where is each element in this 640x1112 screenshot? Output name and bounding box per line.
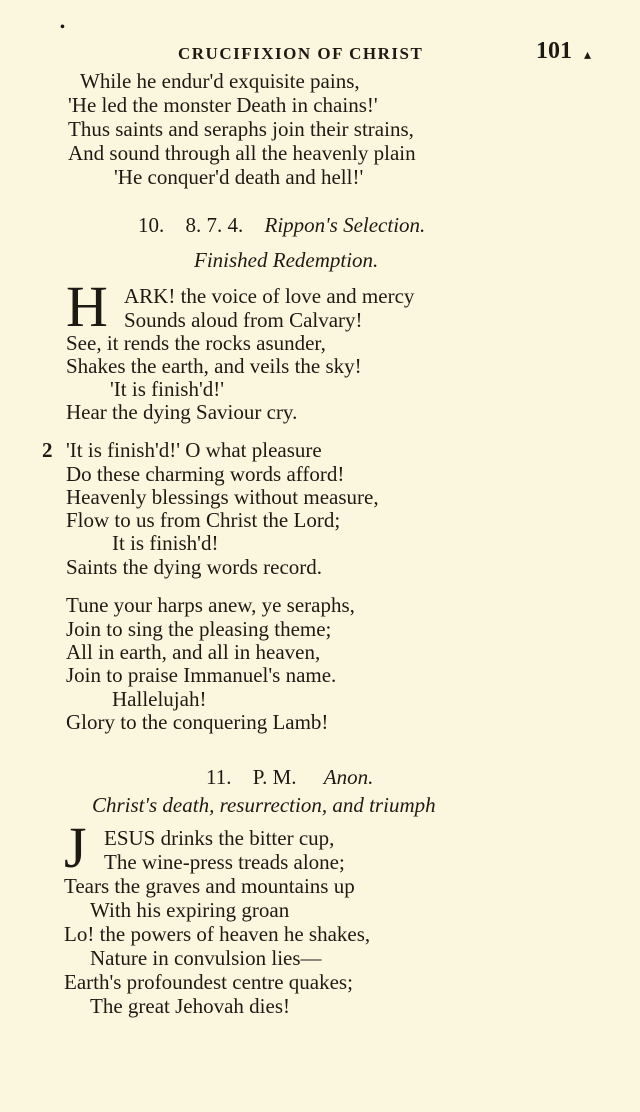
verse-line: 'He led the monster Death in chains!' <box>68 93 378 117</box>
verse-line: Join to praise Immanuel's name. <box>66 663 337 687</box>
verse-line: Tears the graves and mountains up <box>64 874 355 898</box>
verse-line: ESUS drinks the bitter cup, <box>104 826 335 850</box>
drop-cap: H <box>66 274 108 339</box>
verse-line: While he endur'd exquisite pains, <box>80 69 360 93</box>
hymn-number: 10. <box>138 213 165 237</box>
verse-line: It is finish'd! <box>112 531 219 555</box>
hymn-meter: P. M. <box>252 765 297 789</box>
drop-cap: J <box>64 815 87 880</box>
verse-line: ARK! the voice of love and mercy <box>124 284 415 308</box>
verse-line: Shakes the earth, and veils the sky! <box>66 354 362 378</box>
verse-line: Nature in convulsion lies— <box>90 946 322 970</box>
verse-line: Flow to us from Christ the Lord; <box>66 508 341 532</box>
hymn-source: Rippon's Selection. <box>264 213 426 237</box>
verse-line: With his expiring groan <box>90 898 290 922</box>
hymn-heading <box>138 213 425 238</box>
verse-line: Thus saints and seraphs join their strains, <box>68 117 414 141</box>
verse-line: Hear the dying Saviour cry. <box>66 400 298 424</box>
verse-line: The great Jehovah dies! <box>90 994 291 1018</box>
verse-line: Tune your harps anew, ye seraphs, <box>66 593 355 617</box>
verse-line: Sounds aloud from Calvary! <box>124 308 363 332</box>
verse-line: Lo! the powers of heaven he shakes, <box>64 922 371 946</box>
hymn-title: Finished Redemption. <box>194 248 379 272</box>
hymn-title: Christ's death, resurrection, and triumph <box>92 793 436 817</box>
verse-line: 'It is finish'd!' O what pleasure <box>66 438 322 462</box>
hymn-source: Anon. <box>323 765 374 789</box>
verse-line: See, it rends the rocks asunder, <box>66 331 326 355</box>
running-title: CRUCIFIXION OF CHRIST <box>178 44 424 63</box>
hymn-heading <box>206 765 373 790</box>
verse-line: Heavenly blessings without measure, <box>66 485 379 509</box>
verse-line: 'It is finish'd!' <box>110 377 225 401</box>
hymn-number: 11. <box>206 765 232 789</box>
verse-line: 'He conquer'd death and hell!' <box>114 165 364 189</box>
verse-line: Earth's profoundest centre quakes; <box>64 970 353 994</box>
verse-line: Do these charming words afford! <box>66 462 345 486</box>
corner-mark: ▴ <box>584 48 592 63</box>
verse-line: And sound through all the heavenly plain <box>68 141 416 165</box>
verse-line: Glory to the conquering Lamb! <box>66 710 329 734</box>
hymn-meter: 8. 7. 4. <box>185 213 244 237</box>
verse-line: All in earth, and all in heaven, <box>66 640 321 664</box>
stanza-number: 2 <box>42 438 53 462</box>
verse-line: Join to sing the pleasing theme; <box>66 617 332 641</box>
verse-line: Saints the dying words record. <box>66 555 323 579</box>
verse-line: Hallelujah! <box>112 687 207 711</box>
page-number: 101 <box>536 38 572 64</box>
verse-line: The wine-press treads alone; <box>104 850 345 874</box>
top-mark: • <box>60 20 65 35</box>
